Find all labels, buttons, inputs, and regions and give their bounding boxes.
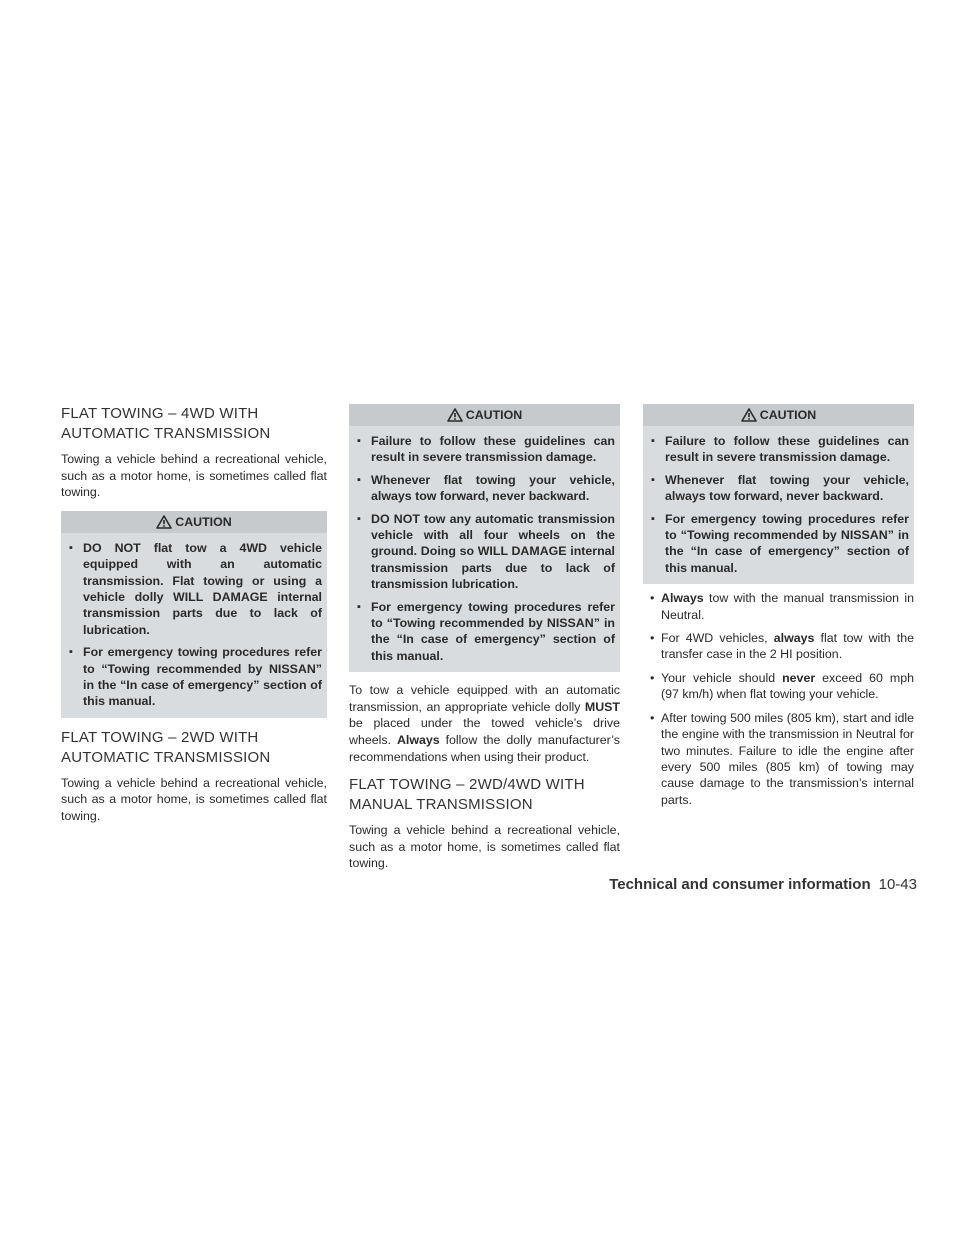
caution-item: ▪ DO NOT flat tow a 4WD vehicle equipped with an automatic transmission. Flat towing or using a vehicle dolly WILL DAMAGE internal transmission parts due to lack of lubrication.	[66, 540, 322, 638]
text-run: tow with the manual transmission in Neutral.	[661, 591, 914, 622]
caution-item: ▪ Failure to follow these guidelines can result in severe transmission damage.	[354, 433, 615, 466]
caution-header	[643, 404, 914, 426]
caution-title: CAUTION	[465, 408, 523, 422]
manual-towing-bullets	[643, 590, 914, 808]
column-2	[349, 404, 620, 882]
emphasis-must: MUST	[584, 699, 620, 714]
text-run: be placed under the towed vehicle’s drive wheels.	[349, 716, 620, 748]
list-item	[649, 710, 914, 808]
footer-section-title: Technical and consumer information	[609, 876, 871, 893]
text-run: Your vehicle should	[661, 670, 783, 685]
caution-box	[349, 404, 620, 672]
caution-item: ▪ For emergency towing procedures refer to “Towing recommended by NISSAN” in the “In case of emergency” section of this manual.	[648, 511, 909, 577]
text-run: exceed 60 mph (97 km/h) when flat towing your vehicle.	[661, 670, 914, 702]
caution-title: CAUTION	[175, 514, 232, 529]
emphasis: Always	[661, 591, 704, 606]
caution-box	[61, 511, 327, 718]
caution-item: ▪ DO NOT tow any automatic transmission vehicle with all four wheels on the ground. Doing so WILL DAMAGE internal transmission parts due to lack of transmission lubrication.	[354, 511, 615, 593]
text-run: flat tow with the transfer case in the 2 HI position.	[661, 631, 914, 662]
paragraph-dolly-instructions	[349, 682, 620, 765]
text-run: follow the dolly manufacturer’s recommendations when using their product.	[349, 733, 620, 764]
caution-box	[643, 404, 914, 584]
text-run: To tow a vehicle equipped with an automatic transmission, an appropriate vehicle dolly	[349, 683, 620, 714]
caution-item: ▪ Whenever flat towing your vehicle, always tow forward, never backward.	[648, 472, 909, 505]
text-run: After towing 500 miles (805 km), start and idle the engine with the transmission in Neutral for two minutes. Failure to idle the engine after every 500 miles (805 km) of towing may cause damage to the transmission’s internal parts.	[661, 710, 914, 807]
caution-item: ▪ For emergency towing procedures refer to “Towing recommended by NISSAN” in the “In case of emergency” section of this manual.	[354, 599, 615, 665]
section-heading-manual: FLAT TOWING – 2WD/4WD WITH MANUAL TRANSMISSION	[349, 776, 585, 814]
list-item	[649, 670, 914, 703]
emphasis: always	[773, 631, 815, 646]
text-run: For 4WD vehicles,	[661, 631, 774, 646]
caution-title: CAUTION	[759, 408, 817, 422]
section-heading-2wd-automatic: FLAT TOWING – 2WD WITH AUTOMATIC TRANSMISSION	[61, 728, 271, 766]
paragraph-flat-towing-definition: Towing a vehicle behind a recreational vehicle, such as a motor home, is sometimes called flat towing.	[61, 775, 327, 824]
page-footer	[0, 876, 917, 893]
emphasis: never	[782, 670, 816, 685]
page-number: 10-43	[878, 876, 917, 893]
caution-item: ▪ Whenever flat towing your vehicle, always tow forward, never backward.	[354, 472, 615, 505]
column-1	[61, 404, 327, 835]
caution-header	[61, 511, 327, 533]
list-item	[649, 590, 914, 623]
emphasis-always: Always	[396, 733, 440, 748]
caution-item: ▪ Failure to follow these guidelines can result in severe transmission damage.	[648, 433, 909, 466]
caution-header	[349, 404, 620, 426]
paragraph-flat-towing-definition: Towing a vehicle behind a recreational vehicle, such as a motor home, is sometimes called flat towing.	[61, 452, 327, 500]
paragraph-flat-towing-definition: Towing a vehicle behind a recreational vehicle, such as a motor home, is sometimes called flat towing.	[349, 823, 620, 871]
list-item	[649, 630, 914, 663]
column-3	[643, 404, 914, 815]
section-heading-4wd-automatic: FLAT TOWING – 4WD WITH AUTOMATIC TRANSMISSION	[61, 405, 271, 442]
caution-item: ▪ For emergency towing procedures refer to “Towing recommended by NISSAN” in the “In case of emergency” section of this manual.	[66, 644, 322, 710]
warning-icon	[447, 408, 463, 422]
warning-icon	[156, 515, 172, 529]
warning-icon	[741, 408, 757, 422]
